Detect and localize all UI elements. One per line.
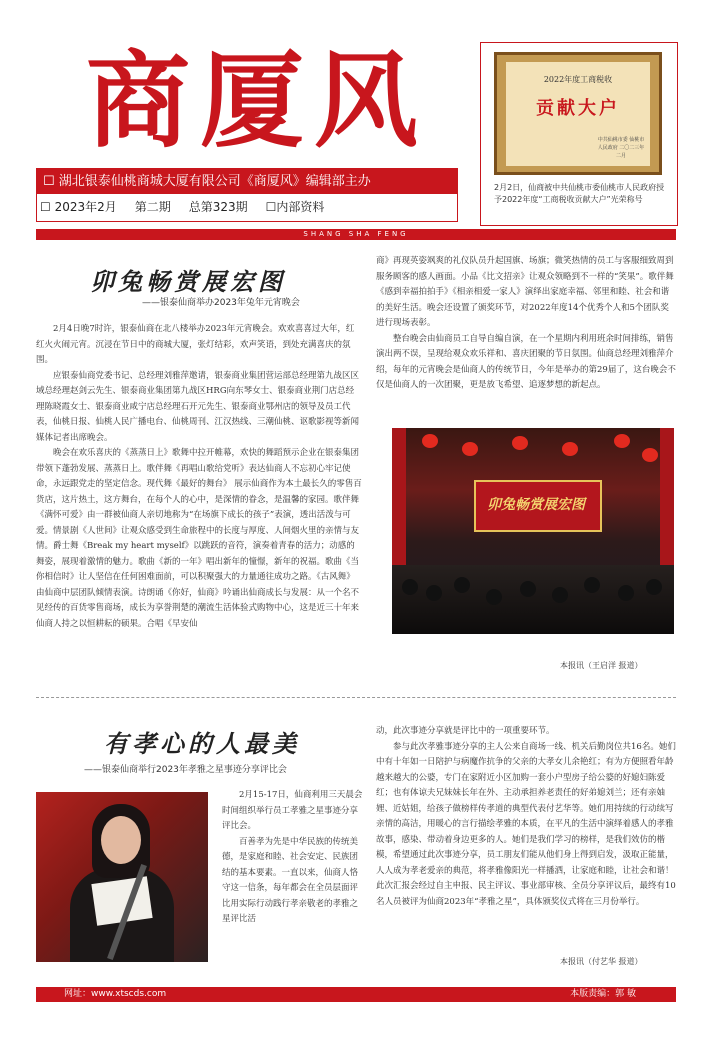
article2-paragraph: 动，此次事迹分享就是评比中的一项重要环节。 [376,726,555,736]
audience-head [426,585,442,601]
audience-head [454,577,470,593]
lantern-icon [642,448,658,462]
masthead-title [86,36,436,166]
audience-head [584,577,600,593]
speaker-face [101,816,141,864]
issue-note: ☐内部资料 [265,200,325,214]
pinyin-bar: SHANG SHA FENG [36,229,676,240]
article2-title: 有孝心的人最美 [104,729,300,758]
audience-head [486,589,502,605]
footer-website: 网址：www.xtscds.com [64,989,167,999]
stage-banner-text: 卯兔畅赏展宏图 [487,497,585,513]
article1-right-column [376,254,676,394]
issue-meta [40,197,460,217]
lantern-icon [512,436,528,450]
footer-bar [36,987,676,1002]
article2-right-column [376,724,676,910]
audience [392,565,674,634]
masthead-char-2: 厦 [200,39,307,162]
article1-subtitle: ——银泰仙商举办2023年兔年元宵晚会 [142,298,300,308]
lantern-icon [462,442,478,456]
plaque-title: 贡献大户 [536,98,620,119]
masthead-char-1: 商 [86,39,193,162]
lantern-icon [614,434,630,448]
article2-paragraph: 2月15-17日，仙商利用三天晨会时间组织举行员工孝雅之星事迹分享评比会。 [222,790,363,831]
audience-head [552,587,568,603]
article1-title: 卯兔畅赏展宏图 [90,267,286,296]
article1-paragraph: 晚会在欢乐喜庆的《蒸蒸日上》歌舞中拉开帷幕，欢快的舞蹈预示企业在银泰集团带领下蓬勃发展、蒸蒸日上。歌伴舞《再唱山歌给党听》表达仙商人不忘初心牢记使命，永远跟党走的坚定信念。现代舞《最好的舞台》 展示仙商作为本土最长久的零售百货店，这片热土，这方舞台，在每个人的心中，是深情的眷念，是温馨的家园。歌伴舞《满怀可爱》由一群被仙商人亲切地称为“在场旗下成长的孩子”表演，透出活泼与可爱。情景剧《人世间》让观众感受到生命旅程中的长度与厚度、人间烟火里的亲情与友情。爵士舞《Break my heart myself》以跳跃的音符，演奏着青春的活力；动感的舞姿，展现着激情的魅力。歌曲《新的一年》唱出新年的憧憬，新年的祝福。歌曲《当你相信时》让人坚信在任何困难面前，可以积聚强大的力量通往成功之路。《古风舞》由仙商中层团队倾情表演。诗朗诵《你好，仙商》吟诵出仙商成长与发展：从一个名不见经传的百货零售商场，成长为享誉荆楚的潮流生活体验式购物中心，这是近三十年来仙商人持之以恒耕耘的硕果。合唱《早安仙 [36,448,362,629]
article2-left-column [222,788,364,928]
audience-head [646,579,662,595]
article1-paragraph: 应银泰仙商党委书记、总经理刘雅萍邀请，银泰商业集团营运部总经理第九战区区域总经理赵剑云先生、银泰商业集团第九战区HRG向东琴女士、银泰商业荆门店总经理陈晓霞女士、银泰商业咸宁店总经理石开元先生、银泰商业鄂州店的领导及员工代表，仙桃日报、仙桃人民广播电台、仙桃周刊、江汉热线、三潮仙桃、讴歌影视等新闻媒体记者出席晚会。 [36,370,360,443]
article1-credit: 本报讯（王启洋 报道） [560,661,643,670]
article1-paragraph: 2月4日晚7时许，银泰仙商在北八楼举办2023年元宵晚会。欢欢喜喜过大年，红红火火闹元宵。沉浸在节日中的商城大厦，张灯结彩，欢声笑语，到处充满喜庆的氛围。 [36,324,355,365]
plaque-org: 中共仙桃市委 仙桃市人民政府 二〇二三年二月 [597,137,645,159]
lantern-icon [562,442,578,456]
lantern-icon [422,434,438,448]
publisher-line: ☐ 湖北银泰仙桃商城大厦有限公司《商厦风》编辑部主办 [37,169,457,194]
award-photo-caption: 2月2日，仙商被中共仙桃市委仙桃市人民政府授予2022年度“工商税收贡献大户”光荣称号 [494,183,665,204]
audience-head [618,585,634,601]
article2-subtitle: ——银泰仙商举行2023年孝雅之星事迹分享评比会 [84,765,287,775]
masthead-char-3: 风 [314,39,421,162]
article2-credit: 本报讯（付艺华 报道） [560,957,643,966]
article1-paragraph: 商》再现英姿飒爽的礼仪队员升起国旗、场旗；微笑热情的员工与客服细致周到服务顾客的感人画面。小品《比文招亲》让观众领略到不一样的“笑果”。歌伴舞《感到幸福拍拍手》《相亲相爱一家人》演绎出家庭幸福、邻里和睦、社会和谐的美好生活。晚会还设置了颁奖环节，对2022年度14个优秀个人和5个团队奖进行现场表彰。 [376,256,674,328]
article2-paragraph: 百善孝为先是中华民族的传统美德，是家庭和睦、社会安定、民族团结的基本要素。一直以来，仙商人恪守这一信条，每年都会在全员层面评比用实际行动践行孝亲敬老的孝雅之星评比活 [222,836,359,924]
issue-date: ☐ 2023年2月 [40,200,117,214]
section-divider [36,697,676,698]
article1-paragraph: 整台晚会由仙商员工自导自编自演，在一个星期内利用班余时间排练，销售演出两不误，呈现给观众欢乐祥和、喜庆团聚的节日氛围。仙商总经理刘雅萍介绍，每年的元宵晚会是仙商人的传统节日，今年是举办的第29届了，这台晚会不仅是仙商人的一次团聚，更是放飞希望、追逐梦想的新起点。 [376,333,676,390]
plaque-year: 2022年度工商税收 [543,75,613,84]
article2-paragraph: 参与此次孝雅事迹分享的主人公来自商场一线、机关后勤岗位共16名。她们中有十年如一日陪护与病魔作抗争的父亲的大孝女儿余艳红；有为方便照看年龄越来越大的公婆，专门在家附近小区加购一套小户型房子给公婆的好媳妇陈爱红；也有体谅夫兄妹妹长年在外、主动承担养老责任的好弟媳刘兰；还有亲妯娌、近姑姐，给孩子做榜样传孝道的典型代表付艺华等。她们用持续的行动续写亲情的高洁，用暖心的言行描绘孝雅的本质，在平凡的生活中演绎着感人的孝雅故事，感染、带动着身边更多的人。她们是我们学习的榜样，是我们效仿的楷模，希望通过此次事迹分享，员工朋友们能从他们身上得到启发，汲取正能量，人人成为孝老爱亲的典范，将孝雅像阳光一样播洒，让家庭和睦，让社会和谐！此次汇报会经过自主申报、民主评议、事业部审核、全员分享评议后，最终有10名人员被评为仙商2023年“孝雅之星”，具体颁奖仪式将在三月份举行。 [376,741,676,907]
footer-editor: 本版责编：郭 敏 [570,989,636,999]
audience-head [402,579,418,595]
article1-left-column [36,322,362,632]
audience-head [520,581,536,597]
issue-number: 第二期 [134,200,171,214]
issue-total: 总第323期 [188,200,248,214]
